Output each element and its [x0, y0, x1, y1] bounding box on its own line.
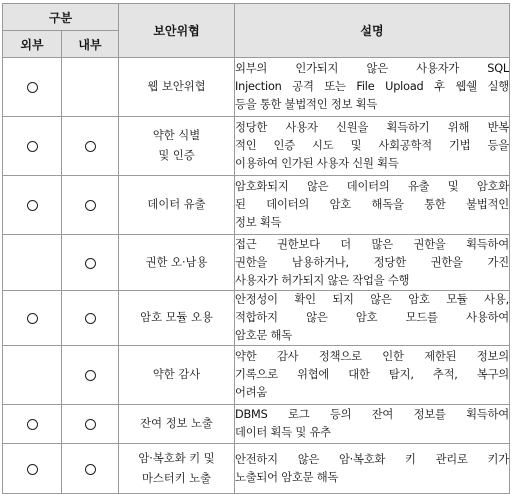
- description-cell: [235, 291, 510, 346]
- circle-mark-icon: [85, 419, 96, 430]
- circle-mark-icon: [27, 82, 38, 93]
- description-cell: [235, 405, 510, 444]
- internal-cell: [62, 176, 119, 235]
- circle-mark-icon: [85, 200, 96, 211]
- description-cell: [235, 235, 510, 291]
- table-row: [3, 58, 510, 117]
- internal-cell: [62, 346, 119, 405]
- description-line: 안전하지 않은 암·복호화 키 관리로 키가: [235, 452, 509, 466]
- table-row: [3, 405, 510, 444]
- description-header: 설명: [235, 4, 510, 58]
- description-line: 정당한 사용자 신원을 획득하기 위해 반복: [235, 121, 509, 134]
- circle-mark-icon: [27, 200, 38, 211]
- security-threat-table: [2, 3, 510, 494]
- description-line: 이용하여 인가된 사용자 신원 획득: [235, 157, 399, 170]
- description-line: 등을 통한 불법적인 정보 획득: [235, 98, 378, 111]
- table-row: [3, 235, 510, 291]
- description-line: DBMS 로그 등의 잔여 정보를 획득하여: [235, 408, 509, 421]
- description-line: 권한을 남용하거나, 정당한 권한을 가진: [235, 255, 509, 269]
- table-row: [3, 176, 510, 235]
- description-cell: [235, 58, 510, 117]
- description-line: 어려움: [235, 386, 268, 399]
- table-body: [3, 58, 510, 494]
- table-row: [3, 444, 510, 494]
- threat-label: 약한 식별: [152, 129, 201, 142]
- description-line: 암호문 해독: [235, 329, 292, 342]
- description-cell: [235, 117, 510, 176]
- table-row: [3, 117, 510, 176]
- external-cell: [3, 444, 62, 494]
- threat-cell: [119, 291, 235, 346]
- threat-label: 데이터 유출: [147, 198, 206, 211]
- internal-cell: [62, 235, 119, 291]
- threat-header: 보안위협: [119, 4, 235, 58]
- description-line: 된 데이터의 암호 해독을 통한 불법적인: [235, 198, 509, 211]
- external-cell: [3, 346, 62, 405]
- internal-cell: [62, 291, 119, 346]
- internal-cell: [62, 58, 119, 117]
- external-cell: [3, 58, 62, 117]
- circle-mark-icon: [27, 419, 38, 430]
- category-header: 구분: [3, 4, 119, 31]
- description-cell: [235, 444, 510, 494]
- description-cell: [235, 346, 510, 405]
- circle-mark-icon: [85, 370, 96, 381]
- description-line: 적합하지 않은 암호 모드를 사용하여: [235, 311, 509, 324]
- external-cell: [3, 235, 62, 291]
- table-row: [3, 291, 510, 346]
- circle-mark-icon: [85, 313, 96, 324]
- threat-cell: [119, 235, 235, 291]
- external-cell: [3, 117, 62, 176]
- description-line: 기록으로 위협에 대한 탐지, 추적, 복구의: [235, 368, 509, 381]
- external-cell: [3, 405, 62, 444]
- threat-label: 권한 오·남용: [145, 255, 208, 269]
- external-cell: [3, 176, 62, 235]
- circle-mark-icon: [85, 141, 96, 152]
- description-line: 암호화되지 않은 데이터의 유출 및 암호화: [235, 180, 509, 193]
- internal-cell: [62, 444, 119, 494]
- table-row: [3, 346, 510, 405]
- circle-mark-icon: [85, 464, 96, 475]
- description-line: 안정성이 확인 되지 않은 암호 모듈 사용,: [235, 293, 509, 306]
- description-line: 데이터 획득 및 유추: [235, 426, 331, 439]
- internal-cell: [62, 405, 119, 444]
- description-line: 접근 권한보다 더 많은 권한을 획득하여: [235, 237, 509, 251]
- description-line: 사용자가 허가되지 않은 작업을 수행: [235, 273, 410, 287]
- description-line: 정보 획득: [235, 216, 282, 229]
- circle-mark-icon: [27, 141, 38, 152]
- description-line: 적인 인증 시도 및 사회공학적 기법 등을: [235, 139, 509, 152]
- description-cell: [235, 176, 510, 235]
- threat-label: 약한 감사: [152, 368, 201, 381]
- threat-cell: [119, 405, 235, 444]
- external-cell: [3, 291, 62, 346]
- threat-cell: [119, 444, 235, 494]
- circle-mark-icon: [27, 313, 38, 324]
- internal-cell: [62, 117, 119, 176]
- description-line: Injection 공격 또는 File Upload 후 웹쉘 실행: [235, 80, 509, 93]
- external-header: 외부: [3, 31, 62, 58]
- threat-label: 및 인증: [158, 149, 195, 162]
- description-line: 노출되어 암호문 해독: [235, 470, 339, 484]
- threat-cell: [119, 117, 235, 176]
- description-line: 외부의 인가되지 않은 사용자가 SQL: [235, 62, 509, 75]
- threat-cell: [119, 58, 235, 117]
- internal-header: 내부: [62, 31, 119, 58]
- threat-label: 웹 보안위협: [147, 80, 206, 93]
- circle-mark-icon: [27, 464, 38, 475]
- threat-cell: [119, 346, 235, 405]
- threat-label: 암호 모듈 오용: [140, 311, 213, 324]
- threat-label: 마스터키 노출: [141, 471, 212, 485]
- description-line: 약한 감사 정책으로 인한 제한된 정보의: [235, 350, 509, 363]
- header-row: [3, 4, 510, 31]
- circle-mark-icon: [85, 258, 96, 269]
- threat-label: 암·복호화 키 및: [138, 451, 215, 465]
- threat-label: 잔여 정보 노출: [140, 417, 213, 430]
- threat-cell: [119, 176, 235, 235]
